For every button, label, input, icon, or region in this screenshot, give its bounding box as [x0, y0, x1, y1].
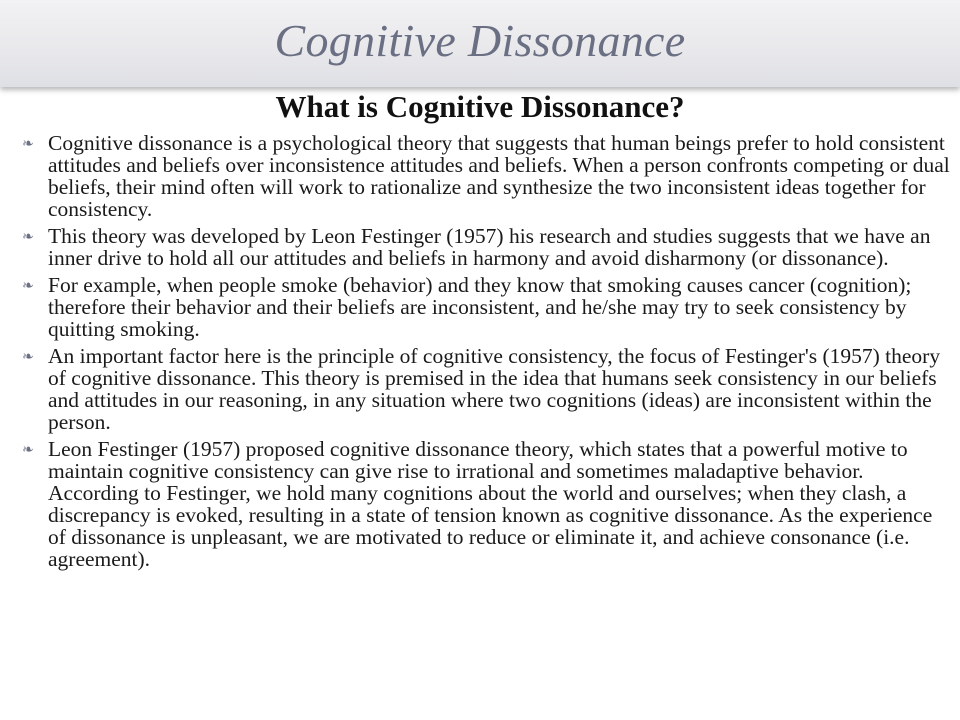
- content-panel: [0, 87, 960, 720]
- bullet-text: For example, when people smoke (behavior) and they know that smoking causes cancer (cognition); therefore their behavior and their beliefs are inconsistent, and he/she may try to seek consistency by quitting smoking.: [48, 273, 912, 341]
- bullet-item: [20, 438, 950, 570]
- bullet-text: Cognitive dissonance is a psychological theory that suggests that human beings prefer to hold consistent attitudes and beliefs over inconsistence attitudes and beliefs. When a person confronts competing or dual beliefs, their mind often will work to rationalize and synthesize the two inconsistent ideas together for consistency.: [48, 131, 950, 221]
- bullet-item: [20, 132, 950, 220]
- flower-bullet-icon: ❧: [22, 442, 34, 458]
- bullet-item: [20, 274, 950, 340]
- bullet-text: This theory was developed by Leon Festinger (1957) his research and studies suggests that we have an inner drive to hold all our attitudes and beliefs in harmony and avoid disharmony (or dissonance).: [48, 224, 931, 270]
- title-bar: [0, 0, 960, 87]
- bullet-list: [20, 132, 950, 575]
- flower-bullet-icon: ❧: [22, 349, 34, 365]
- flower-bullet-icon: ❧: [22, 136, 34, 152]
- flower-bullet-icon: ❧: [22, 278, 34, 294]
- slide-title: Cognitive Dissonance: [274, 15, 686, 66]
- bullet-text: Leon Festinger (1957) proposed cognitive dissonance theory, which states that a powerful motive to maintain cognitive consistency can give rise to irrational and sometimes maladaptive behavior. According to Festinger, we hold many cognitions about the world and ourselves; when they clash, a discrepancy is evoked, resulting in a state of tension known as cognitive dissonance. As the experience of dissonance is unpleasant, we are motivated to reduce or eliminate it, and achieve consonance (i.e. agreement).: [48, 437, 933, 571]
- bullet-text: An important factor here is the principle of cognitive consistency, the focus of Festinger's (1957) theory of cognitive dissonance. This theory is premised in the idea that humans seek consistency in our beliefs and attitudes in our reasoning, in any situation where two cognitions (ideas) are inconsistent within the person.: [48, 344, 941, 434]
- flower-bullet-icon: ❧: [22, 229, 34, 245]
- bullet-item: [20, 345, 950, 433]
- bullet-item: [20, 225, 950, 269]
- slide-subtitle: What is Cognitive Dissonance?: [275, 89, 685, 124]
